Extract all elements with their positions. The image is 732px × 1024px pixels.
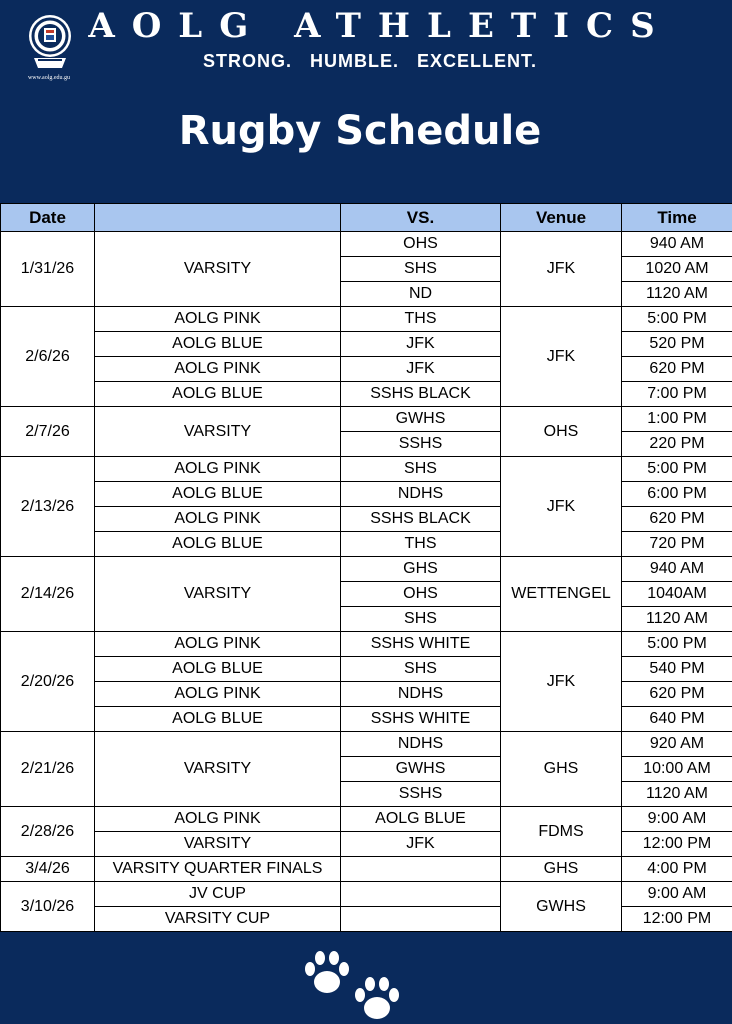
opponent-cell: JFK [341, 832, 501, 857]
time-cell: 10:00 AM [622, 757, 732, 782]
table-row [1, 307, 732, 332]
paw-print-icon [302, 949, 352, 997]
date-cell: 2/14/26 [1, 557, 95, 632]
team-cell: AOLG BLUE [95, 532, 341, 557]
time-cell: 620 PM [622, 682, 732, 707]
opponent-cell: SSHS [341, 782, 501, 807]
opponent-cell: SSHS BLACK [341, 507, 501, 532]
table-row [1, 382, 732, 407]
opponent-cell: JFK [341, 357, 501, 382]
brand-name: AOLG ATHLETICS [88, 6, 672, 46]
opponent-cell: SHS [341, 607, 501, 632]
team-cell: AOLG BLUE [95, 382, 341, 407]
time-cell: 12:00 PM [622, 907, 732, 932]
paw-print-icon [352, 975, 402, 1023]
opponent-cell [341, 907, 501, 932]
time-cell: 1:00 PM [622, 407, 732, 432]
column-header-vs: VS. [341, 204, 501, 232]
opponent-cell: ND [341, 282, 501, 307]
team-cell: VARSITY QUARTER FINALS [95, 857, 341, 882]
time-cell: 9:00 AM [622, 882, 732, 907]
time-cell: 5:00 PM [622, 457, 732, 482]
time-cell: 12:00 PM [622, 832, 732, 857]
table-row [1, 807, 732, 832]
time-cell: 7:00 PM [622, 382, 732, 407]
schedule-body [1, 232, 732, 932]
team-cell: VARSITY [95, 732, 341, 807]
opponent-cell: SSHS BLACK [341, 382, 501, 407]
venue-cell: JFK [501, 632, 622, 732]
table-row [1, 482, 732, 507]
date-cell: 1/31/26 [1, 232, 95, 307]
team-cell: AOLG PINK [95, 632, 341, 657]
time-cell: 1020 AM [622, 257, 732, 282]
venue-cell: JFK [501, 232, 622, 307]
time-cell: 1120 AM [622, 282, 732, 307]
time-cell: 720 PM [622, 532, 732, 557]
date-cell: 2/6/26 [1, 307, 95, 407]
team-cell: AOLG BLUE [95, 482, 341, 507]
time-cell: 5:00 PM [622, 307, 732, 332]
page-header [0, 0, 732, 203]
date-cell: 2/13/26 [1, 457, 95, 557]
motto: STRONG. HUMBLE. EXCELLENT. [202, 51, 537, 71]
table-row [1, 907, 732, 932]
table-row [1, 507, 732, 532]
opponent-cell: THS [341, 307, 501, 332]
table-row [1, 357, 732, 382]
page-title: Rugby Schedule [178, 108, 542, 154]
time-cell: 940 AM [622, 557, 732, 582]
team-cell: AOLG PINK [95, 807, 341, 832]
table-row [1, 657, 732, 682]
team-cell: VARSITY [95, 557, 341, 632]
team-cell: AOLG PINK [95, 507, 341, 532]
table-row [1, 457, 732, 482]
team-cell: AOLG PINK [95, 682, 341, 707]
time-cell: 1120 AM [622, 607, 732, 632]
opponent-cell: AOLG BLUE [341, 807, 501, 832]
table-row [1, 857, 732, 882]
venue-cell: JFK [501, 457, 622, 557]
time-cell: 1120 AM [622, 782, 732, 807]
venue-cell: WETTENGEL [501, 557, 622, 632]
time-cell: 540 PM [622, 657, 732, 682]
page-footer [0, 935, 732, 1024]
table-row [1, 682, 732, 707]
time-cell: 6:00 PM [622, 482, 732, 507]
time-cell: 620 PM [622, 507, 732, 532]
opponent-cell: NDHS [341, 682, 501, 707]
opponent-cell: GWHS [341, 407, 501, 432]
team-cell: VARSITY [95, 232, 341, 307]
school-seal-icon [28, 10, 72, 72]
column-header-team [95, 204, 341, 232]
date-cell: 3/4/26 [1, 857, 95, 882]
date-cell: 2/20/26 [1, 632, 95, 732]
time-cell: 640 PM [622, 707, 732, 732]
venue-cell: FDMS [501, 807, 622, 857]
date-cell: 3/10/26 [1, 882, 95, 932]
venue-cell: GWHS [501, 882, 622, 932]
team-cell: AOLG PINK [95, 357, 341, 382]
table-row [1, 732, 732, 757]
opponent-cell: SHS [341, 257, 501, 282]
team-cell: VARSITY [95, 832, 341, 857]
column-header-time: Time [622, 204, 732, 232]
opponent-cell: SSHS WHITE [341, 632, 501, 657]
opponent-cell: GHS [341, 557, 501, 582]
team-cell: AOLG BLUE [95, 332, 341, 357]
team-cell: AOLG PINK [95, 457, 341, 482]
opponent-cell: OHS [341, 582, 501, 607]
team-cell: AOLG PINK [95, 307, 341, 332]
time-cell: 220 PM [622, 432, 732, 457]
opponent-cell: SSHS WHITE [341, 707, 501, 732]
opponent-cell: SHS [341, 657, 501, 682]
opponent-cell [341, 882, 501, 907]
venue-cell: GHS [501, 732, 622, 807]
venue-cell: JFK [501, 307, 622, 407]
date-cell: 2/21/26 [1, 732, 95, 807]
time-cell: 1040AM [622, 582, 732, 607]
opponent-cell: THS [341, 532, 501, 557]
opponent-cell: NDHS [341, 482, 501, 507]
time-cell: 920 AM [622, 732, 732, 757]
table-row [1, 532, 732, 557]
schedule-table [0, 203, 732, 932]
website-url[interactable]: www.aolg.edu.gu [27, 75, 71, 81]
table-header-row [1, 204, 732, 232]
date-cell: 2/28/26 [1, 807, 95, 857]
table-row [1, 332, 732, 357]
table-row [1, 557, 732, 582]
opponent-cell: NDHS [341, 732, 501, 757]
opponent-cell: SSHS [341, 432, 501, 457]
opponent-cell: SHS [341, 457, 501, 482]
table-row [1, 707, 732, 732]
team-cell: AOLG BLUE [95, 707, 341, 732]
venue-cell: GHS [501, 857, 622, 882]
table-row [1, 882, 732, 907]
time-cell: 4:00 PM [622, 857, 732, 882]
opponent-cell: GWHS [341, 757, 501, 782]
team-cell: JV CUP [95, 882, 341, 907]
time-cell: 9:00 AM [622, 807, 732, 832]
opponent-cell: JFK [341, 332, 501, 357]
table-row [1, 832, 732, 857]
date-cell: 2/7/26 [1, 407, 95, 457]
table-row [1, 232, 732, 257]
team-cell: AOLG BLUE [95, 657, 341, 682]
time-cell: 520 PM [622, 332, 732, 357]
team-cell: VARSITY CUP [95, 907, 341, 932]
table-row [1, 407, 732, 432]
team-cell: VARSITY [95, 407, 341, 457]
time-cell: 5:00 PM [622, 632, 732, 657]
opponent-cell: OHS [341, 232, 501, 257]
table-row [1, 632, 732, 657]
time-cell: 620 PM [622, 357, 732, 382]
column-header-date: Date [1, 204, 95, 232]
time-cell: 940 AM [622, 232, 732, 257]
opponent-cell [341, 857, 501, 882]
venue-cell: OHS [501, 407, 622, 457]
column-header-venue: Venue [501, 204, 622, 232]
